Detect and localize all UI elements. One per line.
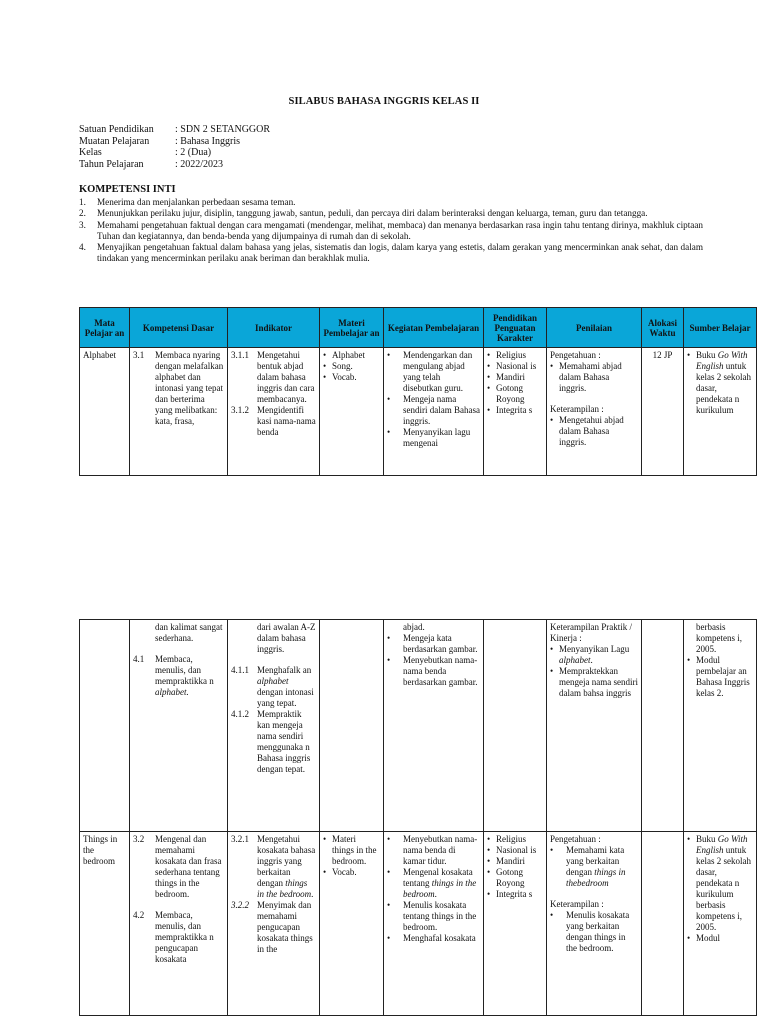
assessment-heading: Pengetahuan : — [550, 834, 601, 844]
cell-kegiatan — [384, 620, 484, 832]
header-indikator: Indikator — [228, 308, 320, 348]
kegiatan-text: Menyanyikan lagu mengenai — [403, 427, 471, 448]
ppk-text: Integrita s — [496, 405, 533, 415]
kegiatan-text: Mengeja nama sendiri dalam Bahasa inggris. — [403, 394, 480, 426]
kegiatan-text: Menyebutkan nama-nama benda di kamar tidur. — [403, 834, 478, 866]
indicator-item — [231, 834, 316, 900]
list-item: • Memahami abjad dalam Bahasa inggris. — [550, 361, 638, 394]
cell-indikator — [228, 620, 320, 832]
indicator-number: 3.2.2 — [231, 900, 249, 910]
identity-block — [79, 124, 270, 170]
list-item: • Mempraktekkan mengeja nama sendiri dalam bahsa inggris — [550, 666, 638, 698]
info-value: : 2 (Dua) — [175, 147, 212, 159]
cell-indikator — [228, 348, 320, 476]
list-item: • Materi things in the bedroom. — [323, 834, 380, 867]
cell-ppk — [484, 348, 547, 476]
kegiatan-text: abjad. — [403, 622, 425, 632]
list-item: • Religius — [487, 834, 527, 844]
cell-ppk — [484, 832, 547, 1016]
indicator-number: 3.1.1 — [231, 350, 249, 360]
cell-kegiatan — [384, 832, 484, 1016]
kd-text: dan kalimat sangat sederhana. — [155, 622, 223, 643]
kegiatan-text: Mengenal kosakata tentang things in the bedroom. — [403, 867, 477, 899]
list-item: • Menyebutkan nama-nama benda berdasarkan gambar. — [387, 655, 480, 688]
list-item: • Mendengarkan dan mengulang abjad yang telah disebutkan guru. — [387, 350, 480, 394]
header-alokasi: Alokasi Waktu — [642, 308, 684, 348]
ppk-text: Mandiri — [496, 372, 525, 382]
ki-item — [79, 220, 703, 243]
indicator-text: Mempraktik kan mengeja nama sendiri menggunaka n Bahasa inggris dengan tepat. — [257, 709, 311, 774]
kegiatan-text: Mendengarkan dan mengulang abjad yang telah disebutkan guru. — [403, 350, 473, 393]
kd-item — [133, 350, 224, 427]
indicator-number: 3.2.1 — [231, 834, 249, 844]
info-value: : Bahasa Inggris — [175, 135, 240, 147]
materi-text: Vocab. — [332, 867, 357, 877]
list-item: • Menghafal kosakata — [387, 933, 476, 943]
info-value: : 2022/2023 — [175, 158, 224, 170]
materi-text: Alphabet — [332, 350, 365, 360]
syllabus-table-part-2 — [79, 619, 757, 1016]
list-item: • Mandiri — [487, 372, 525, 382]
cell-kd — [130, 348, 228, 476]
cell-indikator — [228, 832, 320, 1016]
cell-sumber — [684, 620, 757, 832]
list-item: • Gotong Royong — [487, 383, 543, 405]
kd-text: Membaca nyaring dengan melafalkan alphabet dan intonasi yang tepat dan berterima yang melibatkan: kata, frasa, — [155, 350, 224, 426]
table-row — [80, 620, 757, 832]
list-item: • Integrita s — [487, 405, 533, 415]
info-row — [79, 136, 270, 148]
kd-item — [133, 910, 224, 965]
header-mapel: Mata Pelajar an — [80, 308, 130, 348]
ki-list — [79, 197, 703, 265]
ppk-text: Nasional is — [496, 361, 537, 371]
assessment-text: Mengetahui abjad dalam Bahasa inggris. — [559, 415, 624, 447]
ki-number: 4. — [79, 242, 86, 253]
indicator-number: 4.1.2 — [231, 709, 249, 719]
assessment-text: Memahami kata yang berkaitan dengan things in thebedroom — [566, 845, 626, 888]
list-item: • Vocab. — [323, 867, 357, 877]
time-allocation: 12 JP — [652, 350, 673, 360]
kegiatan-text: Menghafal kosakata — [403, 933, 476, 943]
materi-text: Song. — [332, 361, 353, 371]
kegiatan-text: Menulis kosakata tentang things in the bedroom. — [403, 900, 477, 932]
cell-penilaian — [547, 620, 642, 832]
table-header-row — [80, 308, 757, 348]
ki-text: Memahami pengetahuan faktual dengan cara mengamati (mendengar, melihat, membaca) dan menanya berdasarkan rasa ingin tahu tentang dirinya, makhluk ciptaan Tuhan dan kegiatannya, dan benda-benda yang dijumpainya di rumah dan di sekolah. — [97, 219, 704, 241]
info-row — [79, 124, 270, 136]
info-label: Kelas — [79, 147, 102, 159]
kd-text: Mengenal dan memahami kosakata dan frasa sederhana tentang things in the bedroom. — [155, 834, 222, 899]
header-penilaian: Penilaian — [547, 308, 642, 348]
kd-item — [133, 834, 224, 900]
cell-materi — [320, 348, 384, 476]
info-row — [79, 147, 270, 159]
assessment-heading: Keterampilan : — [550, 899, 604, 909]
ki-item — [79, 208, 703, 219]
assessment-text: Mempraktekkan mengeja nama sendiri dalam bahsa inggris — [559, 666, 638, 698]
list-item: • Modul pembelajar an Bahasa Inggris kelas 2. — [687, 655, 753, 699]
source-text: Modul — [696, 933, 721, 943]
cell-kd — [130, 832, 228, 1016]
table-row — [80, 348, 757, 476]
ppk-text: Nasional is — [496, 845, 537, 855]
cell-alokasi — [642, 832, 684, 1016]
cell-alokasi — [642, 620, 684, 832]
kd-item — [133, 654, 224, 698]
assessment-text: Memahami abjad dalam Bahasa inggris. — [559, 361, 622, 393]
kd-text: Membaca, menulis, dan mempraktikka n alphabet. — [155, 654, 214, 697]
ki-text: Menyajikan pengetahuan faktual dalam bahasa yang jelas, sistematis dan logis, dalam karya yang estetis, dalam gerakan yang mencerminkan anak sehat, dan dalam tindakan yang mencerminkan perilaku anak beriman dan berakhlak mulia. — [97, 242, 703, 264]
source-text: Buku Go With English untuk kelas 2 sekolah dasar, pendekata n kurikulum berbasis kompetens i, 2005. — [696, 834, 751, 932]
mapel-text: Alphabet — [83, 350, 116, 360]
ppk-text: Religius — [496, 350, 527, 360]
indicator-item — [231, 900, 316, 955]
indicator-item — [231, 405, 316, 438]
ppk-text: Integrita s — [496, 889, 533, 899]
ki-text: Menunjukkan perilaku jujur, disiplin, tanggung jawab, santun, peduli, dan percaya diri dalam berinteraksi dengan keluarga, teman, guru dan tetangga. — [97, 208, 648, 219]
cell-penilaian — [547, 832, 642, 1016]
list-item: • Menyanyikan lagu mengenai — [387, 427, 480, 449]
materi-text: Materi things in the bedroom. — [332, 834, 377, 866]
ki-number: 1. — [79, 197, 86, 207]
list-item: • Mengenal kosakata tentang things in the bedroom. — [387, 867, 480, 900]
indicator-item — [231, 350, 316, 405]
mapel-text: Things in the bedroom — [83, 834, 118, 866]
cell-alokasi — [642, 348, 684, 476]
list-item: • Gotong Royong — [487, 867, 543, 889]
ppk-text: Mandiri — [496, 856, 525, 866]
indicator-number: 4.1.1 — [231, 665, 249, 675]
ki-item — [79, 197, 703, 208]
cell-mapel — [80, 348, 130, 476]
indicator-text: Mengidentifi kasi nama-nama benda — [257, 405, 316, 437]
header-kd: Kompetensi Dasar — [130, 308, 228, 348]
ppk-text: Gotong Royong — [496, 867, 525, 888]
list-item: • Vocab. — [323, 372, 357, 382]
list-item: • Mandiri — [487, 856, 525, 866]
indicator-text: Mengetahui kosakata bahasa inggris yang berkaitan dengan things in the bedroom. — [257, 834, 316, 899]
kd-text: Membaca, menulis, dan mempraktikka n pengucapan kosakata — [155, 910, 214, 964]
assessment-heading: Keterampilan : — [550, 404, 604, 414]
assessment-heading: Pengetahuan : — [550, 350, 601, 360]
indicator-item — [231, 709, 316, 775]
cell-kegiatan — [384, 348, 484, 476]
list-item: • Buku Go With English untuk kelas 2 sekolah dasar, pendekata n kurikulum — [687, 350, 753, 416]
cell-ppk — [484, 620, 547, 832]
cell-kd — [130, 620, 228, 832]
list-item: • Buku Go With English untuk kelas 2 sekolah dasar, pendekata n kurikulum berbasis kompetens i, 2005. — [687, 834, 753, 933]
source-text: Buku Go With English untuk kelas 2 sekolah dasar, pendekata n kurikulum — [696, 350, 751, 415]
list-item: • Memahami kata yang berkaitan dengan things in thebedroom — [550, 845, 638, 889]
assessment-text: Menulis kosakata yang berkaitan dengan things in the bedroom. — [566, 910, 630, 953]
info-value: : SDN 2 SETANGGOR — [175, 124, 271, 135]
list-item: • Menulis kosakata tentang things in the bedroom. — [387, 900, 480, 933]
indicator-item — [231, 665, 316, 709]
list-item: • Modul — [687, 933, 721, 943]
kegiatan-text: Menyebutkan nama-nama benda berdasarkan gambar. — [403, 655, 478, 687]
info-label: Muatan Pelajaran — [79, 135, 150, 147]
info-label: Tahun Pelajaran — [79, 158, 144, 170]
list-item: • Menyanyikan Lagu alphabet. — [550, 644, 638, 666]
ki-item — [79, 242, 703, 265]
cell-mapel — [80, 832, 130, 1016]
list-item: • Mengetahui abjad dalam Bahasa inggris. — [550, 415, 638, 448]
materi-text: Vocab. — [332, 372, 357, 382]
kd-number: 4.1 — [133, 654, 145, 664]
list-item: • Menyebutkan nama-nama benda di kamar tidur. — [387, 834, 480, 867]
table-row — [80, 832, 757, 1016]
document-title: SILABUS BAHASA INGGRIS KELAS II — [288, 96, 480, 107]
list-item: • Menulis kosakata yang berkaitan dengan things in the bedroom. — [550, 910, 638, 954]
cell-mapel — [80, 620, 130, 832]
cell-sumber — [684, 832, 757, 1016]
assessment-heading: Keterampilan Praktik / Kinerja : — [550, 622, 632, 643]
list-item: • Nasional is — [487, 845, 537, 855]
cell-sumber — [684, 348, 757, 476]
header-sumber: Sumber Belajar — [684, 308, 757, 348]
info-row — [79, 159, 270, 171]
source-text: Modul pembelajar an Bahasa Inggris kelas 2. — [696, 655, 750, 698]
info-label: Satuan Pendidikan — [79, 124, 154, 135]
cell-materi — [320, 620, 384, 832]
ki-text: Menerima dan menjalankan perbedaan sesama teman. — [97, 197, 296, 207]
list-item: • Song. — [323, 361, 353, 371]
syllabus-table-part-1 — [79, 307, 757, 476]
indicator-text: dari awalan A-Z dalam bahasa inggris. — [257, 622, 316, 654]
list-item: • Alphabet — [323, 350, 365, 360]
header-materi: Materi Pembelajar an — [320, 308, 384, 348]
cell-penilaian — [547, 348, 642, 476]
list-item: • Nasional is — [487, 361, 537, 371]
header-kegiatan: Kegiatan Pembelajaran — [384, 308, 484, 348]
ki-number: 3. — [79, 219, 86, 230]
header-ppk: Pendidikan Penguatan Karakter — [484, 308, 547, 348]
assessment-text: Menyanyikan Lagu alphabet. — [559, 644, 630, 665]
indicator-text: Menghafalk an alphabet dengan intonasi yang tepat. — [257, 665, 314, 708]
indicator-number: 3.1.2 — [231, 405, 249, 415]
cell-materi — [320, 832, 384, 1016]
kd-number: 3.1 — [133, 350, 145, 360]
source-text: berbasis kompetens i, 2005. — [696, 622, 742, 654]
ki-heading: KOMPETENSI INTI — [79, 184, 176, 195]
list-item: • Mengeja nama sendiri dalam Bahasa inggris. — [387, 394, 480, 426]
list-item: • Integrita s — [487, 889, 533, 899]
kd-number: 3.2 — [133, 834, 145, 844]
list-item: • Mengeja kata berdasarkan gambar. — [387, 633, 480, 655]
kd-number: 4.2 — [133, 910, 145, 920]
indicator-text: Menyimak dan memahami pengucapan kosakata things in the — [257, 900, 313, 954]
list-item: • Religius — [487, 350, 527, 360]
ki-number: 2. — [79, 208, 86, 219]
indicator-text: Mengetahui bentuk abjad dalam bahasa inggris dan cara membacanya. — [257, 350, 315, 404]
ppk-text: Religius — [496, 834, 527, 844]
kegiatan-text: Mengeja kata berdasarkan gambar. — [403, 633, 478, 654]
ppk-text: Gotong Royong — [496, 383, 525, 404]
